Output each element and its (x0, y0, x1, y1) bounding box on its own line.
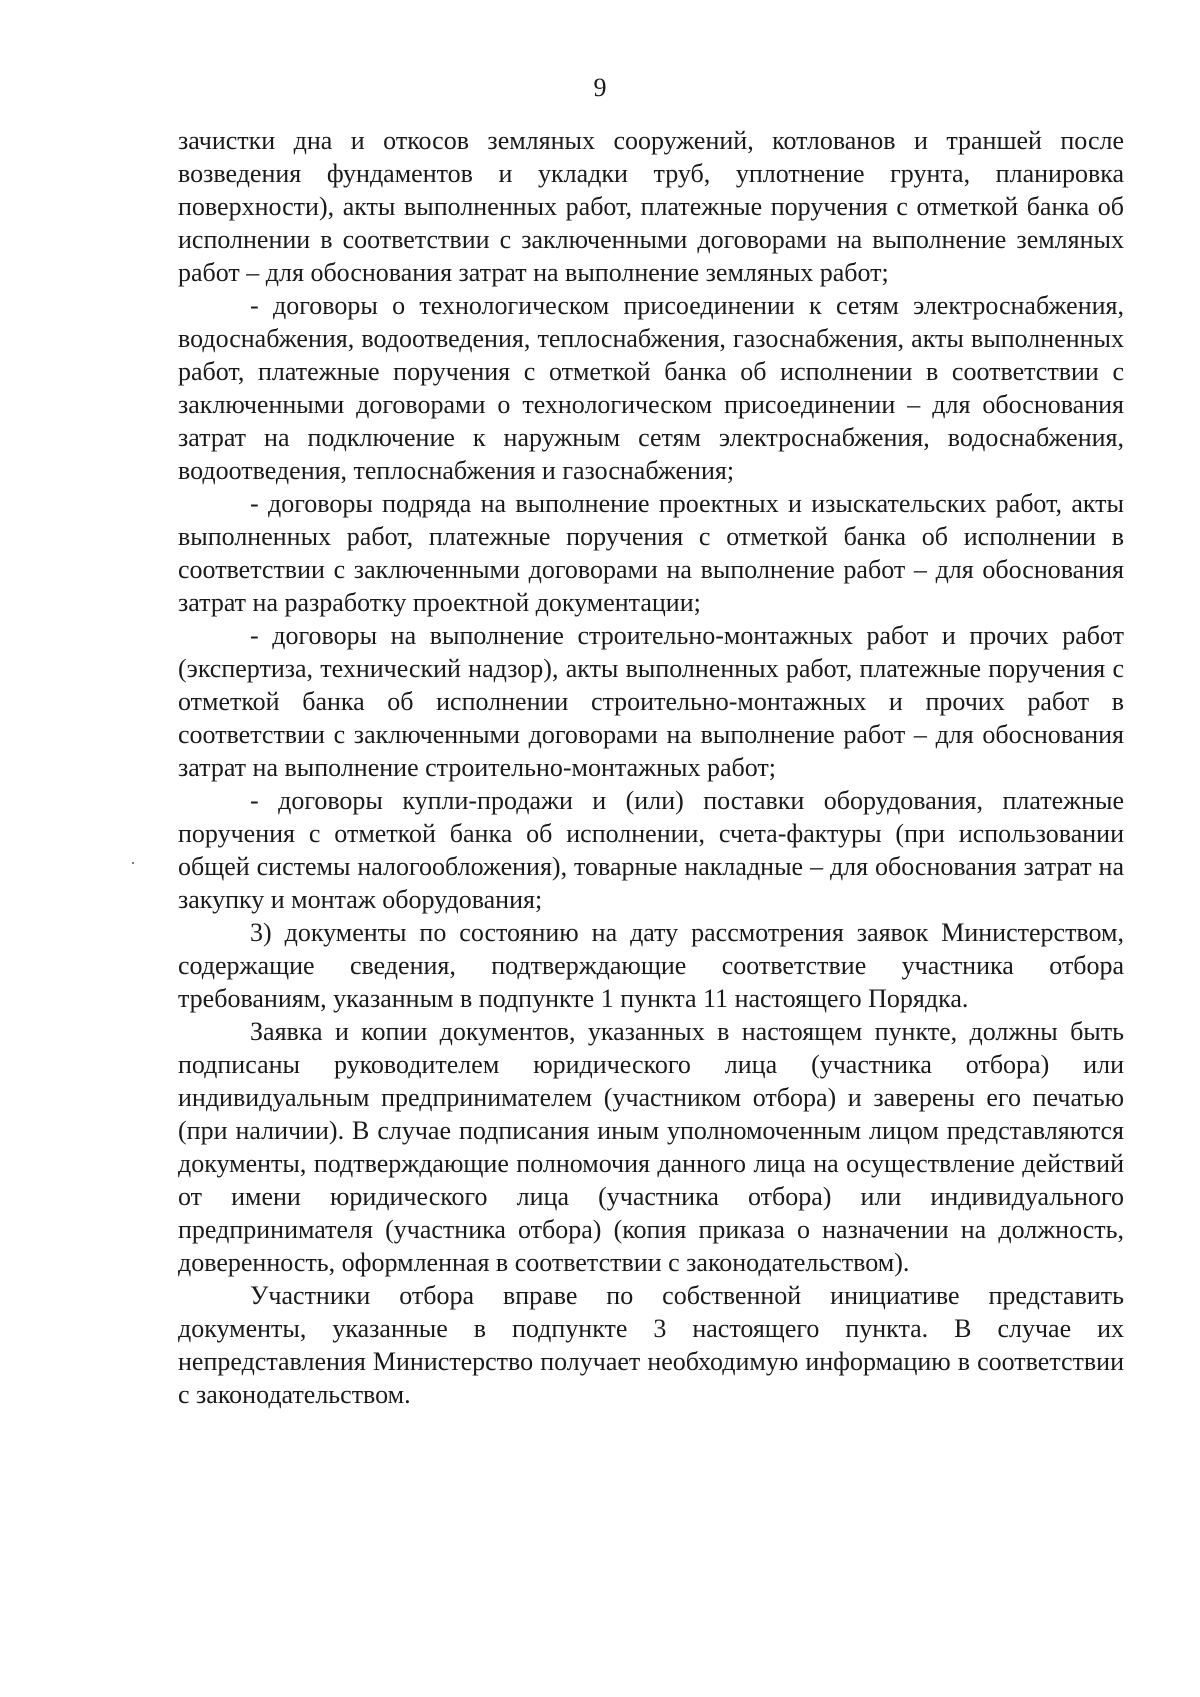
paragraph-item-3: 3) документы по состоянию на дату рассмотрения заявок Министерством, содержащие сведения, подтверждающие соответствие участника отбора требованиям, указанным в подпункте 1 пункта 11 настоящего Порядка. (178, 918, 1124, 1013)
paragraph-equipment: - договоры купли-продажи и (или) поставки оборудования, платежные поручения с отметкой банка об исполнении, счета-фактуры (при использовании общей системы налогообложения), товарные накладные – для обоснования затрат на закупку и монтаж оборудования; (178, 786, 1124, 914)
document-body (178, 124, 1124, 1411)
paragraph-earthworks: зачистки дна и откосов земляных сооружений, котлованов и траншей после возведения фундаментов и укладки труб, уплотнение грунта, планировка поверхности), акты выполненных работ, платежные поручения с отметкой банка об исполнении в соответствии с заключенными договорами на выполнение земляных работ – для обоснования затрат на выполнение земляных работ; (178, 126, 1124, 287)
paragraph-signing: Заявка и копии документов, указанных в настоящем пункте, должны быть подписаны руководителем юридического лица (участника отбора) или индивидуальным предпринимателем (участником отбора) и заверены его печатью (при наличии). В случае подписания иным уполномоченным лицом представляются документы, подтверждающие полномочия данного лица на осуществление действий от имени юридического лица (участника отбора) или индивидуального предпринимателя (участника отбора) (копия приказа о назначении на должность, доверенность, оформленная в соответствии с законодательством). (178, 1017, 1124, 1277)
page-number: 9 (593, 73, 607, 102)
paragraph-technological-connection: - договоры о технологическом присоединении к сетям электроснабжения, водоснабжения, водоотведения, теплоснабжения, газоснабжения, акты выполненных работ, платежные поручения с отметкой банка об исполнении в соответствии с заключенными договорами о технологическом присоединении – для обоснования затрат на подключение к наружным сетям электроснабжения, водоснабжения, водоотведения, теплоснабжения и газоснабжения; (178, 291, 1124, 485)
paragraph-own-initiative: Участники отбора вправе по собственной инициативе представить документы, указанные в подпункте 3 настоящего пункта. В случае их непредставления Министерство получает необходимую информацию в соответствии с законодательством. (178, 1281, 1124, 1409)
paragraph-design-works: - договоры подряда на выполнение проектных и изыскательских работ, акты выполненных работ, платежные поручения с отметкой банка об исполнении в соответствии с заключенными договорами на выполнение работ – для обоснования затрат на разработку проектной документации; (178, 489, 1124, 617)
scan-speck (132, 862, 134, 864)
paragraph-construction-works: - договоры на выполнение строительно-монтажных работ и прочих работ (экспертиза, технический надзор), акты выполненных работ, платежные поручения с отметкой банка об исполнении строительно-монтажных и прочих работ в соответствии с заключенными договорами на выполнение работ – для обоснования затрат на выполнение строительно-монтажных работ; (178, 621, 1124, 782)
